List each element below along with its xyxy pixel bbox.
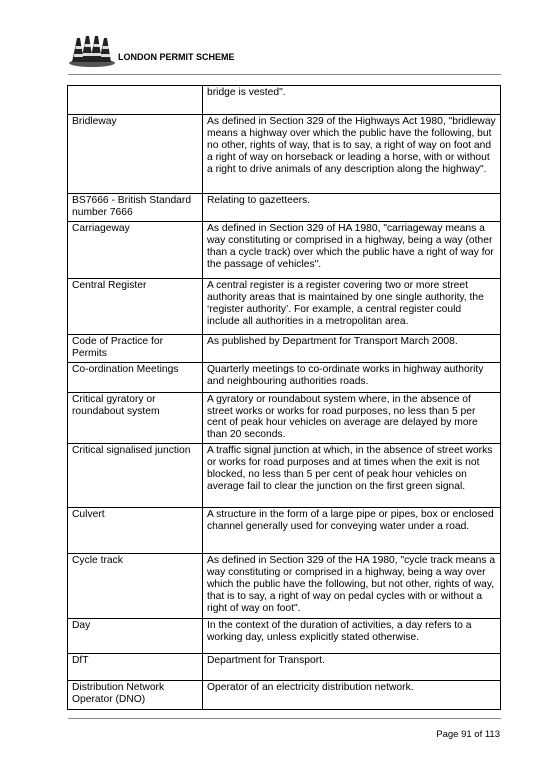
definition-cell: Quarterly meetings to co-ordinate works in highway authority and neighbouring authorities roads. xyxy=(203,362,501,392)
traffic-cones-icon xyxy=(68,32,116,68)
definition-cell: Operator of an electricity distribution network. xyxy=(203,681,501,710)
term-cell: Culvert xyxy=(68,508,203,554)
table-row xyxy=(68,654,501,681)
table-row xyxy=(68,362,501,392)
header-divider xyxy=(68,74,501,75)
table-row xyxy=(68,444,501,508)
term-cell: Co-ordination Meetings xyxy=(68,362,203,392)
definition-cell: A central register is a register covering two or more street authority areas that is maintained by one single authority, the ‘register authority’. For example, a central register could include all authorities in a metropolitan area. xyxy=(203,278,501,334)
table-row xyxy=(68,681,501,710)
term-cell: BS7666 - British Standard number 7666 xyxy=(68,194,203,222)
definition-cell: Department for Transport. xyxy=(203,654,501,681)
definition-cell: A structure in the form of a large pipe or pipes, box or enclosed channel generally used for conveying water under a road. xyxy=(203,508,501,554)
definition-cell: Relating to gazetteers. xyxy=(203,194,501,222)
term-cell: Day xyxy=(68,619,203,654)
term-cell: Cycle track xyxy=(68,554,203,619)
term-cell: Critical signalised junction xyxy=(68,444,203,508)
definition-cell: bridge is vested". xyxy=(203,86,501,115)
term-cell: DfT xyxy=(68,654,203,681)
term-cell: Central Register xyxy=(68,278,203,334)
table-row xyxy=(68,194,501,222)
table-row xyxy=(68,508,501,554)
table-row xyxy=(68,221,501,278)
table-row xyxy=(68,115,501,194)
term-cell: Bridleway xyxy=(68,115,203,194)
table-row xyxy=(68,619,501,654)
term-cell: Carriageway xyxy=(68,221,203,278)
term-cell: Critical gyratory or roundabout system xyxy=(68,392,203,444)
definition-cell: As defined in Section 329 of the HA 1980, "cycle track means a way constituting or comprised in a highway, being a way over which the public have the following, but not other, rights of way, that is to say, a right of way on pedal cycles with or without a right of way on foot". xyxy=(203,554,501,619)
footer-divider xyxy=(68,718,501,719)
definition-cell: In the context of the duration of activities, a day refers to a working day, unless explicitly stated otherwise. xyxy=(203,619,501,654)
term-cell: Code of Practice for Permits xyxy=(68,334,203,362)
table-row xyxy=(68,86,501,115)
page-header xyxy=(68,32,501,74)
table-row xyxy=(68,554,501,619)
header-title: LONDON PERMIT SCHEME xyxy=(118,52,235,62)
table-row xyxy=(68,278,501,334)
term-cell: Distribution Network Operator (DNO) xyxy=(68,681,203,710)
definition-cell: A gyratory or roundabout system where, in the absence of street works or works for road purposes, no less than 5 per cent of peak hour vehicles on average are delayed by more than 20 seconds. xyxy=(203,392,501,444)
term-cell xyxy=(68,86,203,115)
definition-cell: As defined in Section 329 of the Highways Act 1980, "bridleway means a highway over which the public have the following, but no other, rights of way, that is to say, a right of way on foot and a right of way on horseback or leading a horse, with or without a right to drive animals of any description along the highway". xyxy=(203,115,501,194)
table-row xyxy=(68,392,501,444)
definition-cell: As defined in Section 329 of HA 1980, "carriageway means a way constituting or comprised in a highway, being a way (other than a cycle track) over which the public have a right of way for the passage of vehicles". xyxy=(203,221,501,278)
page-number: Page 91 of 113 xyxy=(436,729,500,740)
definition-cell: As published by Department for Transport March 2008. xyxy=(203,334,501,362)
table-row xyxy=(68,334,501,362)
definition-cell: A traffic signal junction at which, in the absence of street works or works for road purposes and at times when the exit is not blocked, no less than 5 per cent of peak hour vehicles on average fail to clear the junction on the first green signal. xyxy=(203,444,501,508)
glossary-table xyxy=(67,85,501,710)
